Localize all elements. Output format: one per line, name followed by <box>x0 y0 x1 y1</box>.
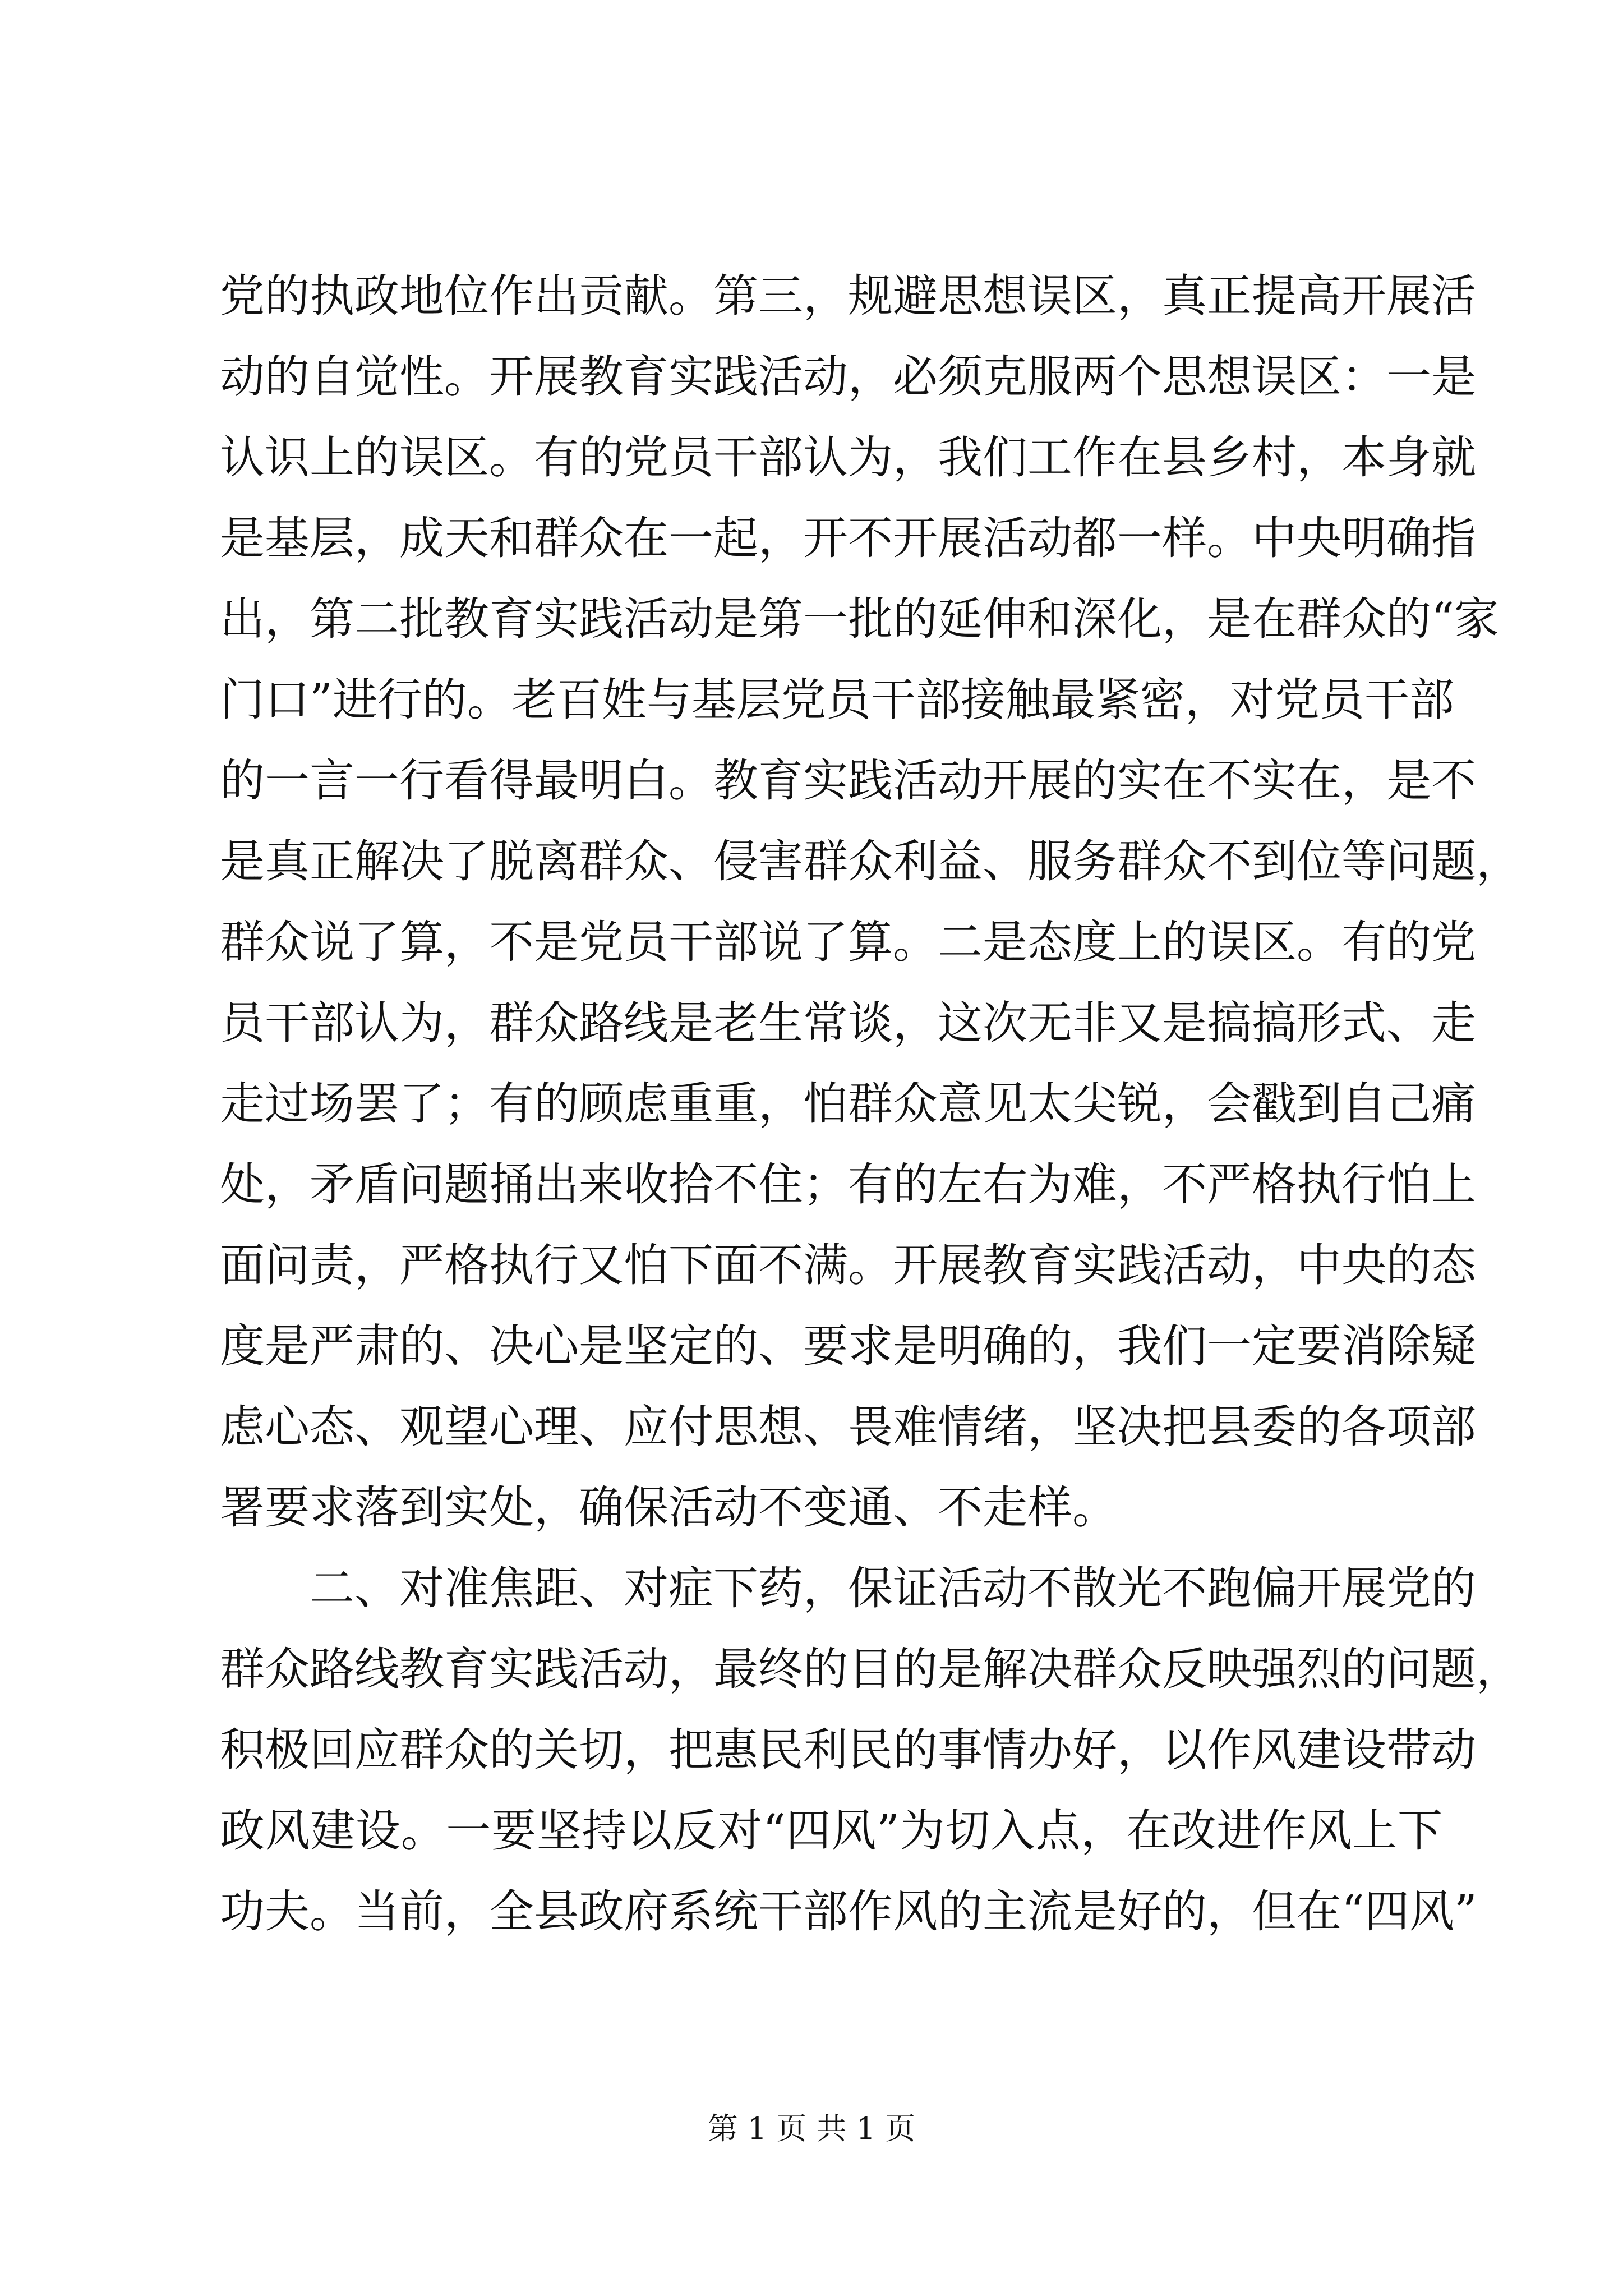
text-line: 群众路线教育实践活动，最终的目的是解决群众反映强烈的问题， <box>220 1643 1521 1695</box>
text-line: 是真正解决了脱离群众、侵害群众利益、服务群众不到位等问题， <box>220 835 1521 887</box>
page-number: 第 1 页 共 1 页 <box>707 2111 916 2146</box>
page-footer <box>0 2109 1623 2148</box>
text-line: 动的自觉性。开展教育实践活动，必须克服两个思想误区：一是 <box>220 351 1476 403</box>
text-line: 走过场罢了；有的顾虑重重，怕群众意见太尖锐，会戳到自己痛 <box>220 1078 1476 1130</box>
text-line: 度是严肃的、决心是坚定的、要求是明确的，我们一定要消除疑 <box>220 1320 1476 1372</box>
text-line: 群众说了算，不是党员干部说了算。二是态度上的误区。有的党 <box>220 916 1476 968</box>
text-line: 认识上的误区。有的党员干部认为，我们工作在县乡村，本身就 <box>220 431 1476 484</box>
text-line: 面问责，严格执行又怕下面不满。开展教育实践活动，中央的态 <box>220 1239 1476 1291</box>
text-line: 门口”进行的。老百姓与基层党员干部接触最紧密，对党员干部 <box>220 674 1454 726</box>
text-line: 功夫。当前，全县政府系统干部作风的主流是好的，但在“四风” <box>220 1885 1477 1938</box>
text-line: 政风建设。一要坚持以反对“四风”为切入点，在改进作风上下 <box>220 1805 1442 1857</box>
body-text <box>220 256 1521 1952</box>
text-line: 的一言一行看得最明白。教育实践活动开展的实在不实在，是不 <box>220 754 1476 807</box>
section-heading-line: 二、对准焦距、对症下药，保证活动不散光不跑偏开展党的 <box>310 1562 1476 1614</box>
text-line: 员干部认为，群众路线是老生常谈，这次无非又是搞搞形式、走 <box>220 997 1476 1049</box>
text-line: 积极回应群众的关切，把惠民利民的事情办好，以作风建设带动 <box>220 1724 1476 1776</box>
text-line: 虑心态、观望心理、应付思想、畏难情绪，坚决把县委的各项部 <box>220 1401 1476 1453</box>
text-line: 处，矛盾问题捅出来收拾不住；有的左右为难，不严格执行怕上 <box>220 1158 1476 1211</box>
text-line: 出，第二批教育实践活动是第一批的延伸和深化，是在群众的“家 <box>220 593 1499 645</box>
text-line: 是基层，成天和群众在一起，开不开展活动都一样。中央明确指 <box>220 512 1476 564</box>
text-line: 署要求落到实处，确保活动不变通、不走样。 <box>220 1481 1117 1534</box>
text-line: 党的执政地位作出贡献。第三，规避思想误区，真正提高开展活 <box>220 270 1476 322</box>
